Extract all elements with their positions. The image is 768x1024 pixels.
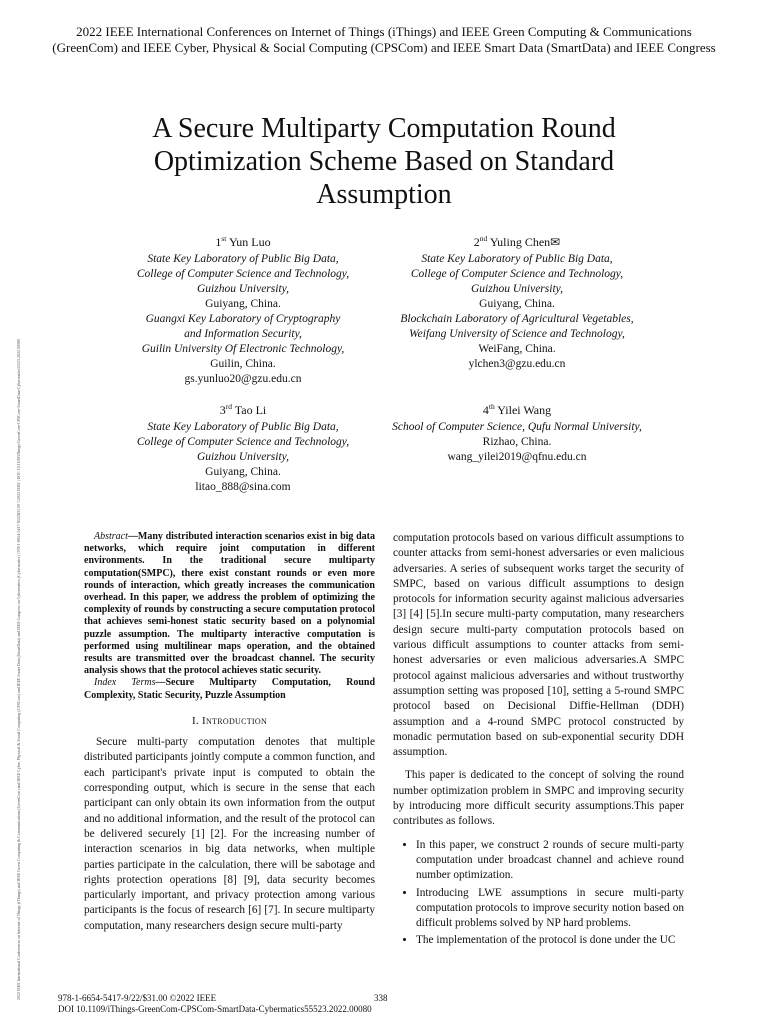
affiliation-line: School of Computer Science, Qufu Normal University, (392, 421, 642, 433)
author-email: litao_888@sina.com (195, 481, 291, 493)
section-title: Introduction (202, 714, 268, 727)
intro-paragraph-2: This paper is dedicated to the concept of solving the round number optimization problem in SMPC and improving security by introducing more difficult security assumptions.This paper contributes as follows. (393, 769, 684, 828)
page-number: 338 (374, 993, 388, 1003)
affiliation-line: Weifang University of Science and Technology, (409, 328, 625, 340)
affiliation-city: Rizhao, China. (482, 436, 552, 448)
affiliation-city: WeiFang, China. (478, 343, 556, 355)
affiliation-line: College of Computer Science and Technology, (410, 268, 624, 280)
footer-info (58, 993, 372, 1015)
list-item: • In this paper, we construct 2 rounds of secure multi-party computation under broadcast channel and achieve round number optimization. (416, 838, 684, 884)
title-line-2: Optimization Scheme Based on Standard (153, 146, 615, 177)
index-terms (84, 677, 375, 701)
left-column (84, 531, 375, 934)
author-name (362, 399, 672, 418)
title-line-1: A Secure Multiparty Computation Round (152, 113, 616, 144)
author-name (84, 231, 402, 250)
footer-isbn: 978-1-6654-5417-9/22/$31.00 ©2022 IEEE (58, 993, 217, 1003)
right-column (393, 531, 684, 951)
envelope-icon: ✉ (550, 235, 561, 249)
author-block (84, 399, 402, 495)
footer-doi: DOI 10.1109/iThings-GreenCom-CPSCom-SmartData-Cybermatics55523.2022.00080 (58, 1004, 372, 1014)
author-block (362, 399, 672, 465)
affiliation-line: State Key Laboratory of Public Big Data, (147, 253, 339, 265)
affiliation-line: Guangxi Key Laboratory of Cryptography (145, 313, 341, 325)
affiliation-line: Guilin University Of Electronic Technology, (141, 343, 345, 355)
paper-title (84, 112, 684, 211)
conference-header-line-1: 2022 IEEE International Conferences on Internet of Things (iThings) and IEEE Green Computing & Communications (76, 24, 692, 39)
author-name-text: Yilei Wang (497, 403, 552, 417)
list-item: • Introducing LWE assumptions in secure multi-party computation protocols to improve security notion based on difficult problems solved by NP hard problems. (416, 886, 684, 932)
author-email: wang_yilei2019@qfnu.edu.cn (447, 451, 587, 463)
list-item: • The implementation of the protocol is done under the UC (416, 933, 684, 948)
affiliation-line: State Key Laboratory of Public Big Data, (421, 253, 613, 265)
abstract (84, 531, 375, 677)
affiliation-city: Guiyang, China. (479, 298, 555, 310)
abstract-text: —Many distributed interaction scenarios exist in big data networks, which require joint computation in different environments. In the traditional secure multiparty computation(SMPC), there exist constant rounds or even more rounds of interaction, which greatly increases the communication overhead. In this paper, we address the problem of optimizing the complexity of rounds by constructing a secure computation protocol that achieves semi-honest static security based on a polynomial puzzle assumption. The multiparty interactive computation is performed using multilinear maps operation, and the obtained results are transmitted over the broadcast channel. The security analysis shows that the protocol achieves static security. (84, 531, 375, 677)
affiliation-city: Guiyang, China. (205, 466, 281, 478)
section-heading (84, 714, 375, 729)
affiliation-line: Blockchain Laboratory of Agricultural Vegetables, (400, 313, 634, 325)
title-line-3: Assumption (316, 179, 452, 210)
author-name-text: Yun Luo (228, 235, 271, 249)
affiliation-line: Guizhou University, (197, 451, 289, 463)
index-terms-lead: Index Terms (94, 677, 156, 689)
author-ordinal-suffix: rd (225, 402, 232, 411)
contribution-list (393, 838, 684, 949)
conference-header-line-2: (GreenCom) and IEEE Cyber, Physical & Social Computing (CPSCom) and IEEE Smart Data (SmartData) and IEEE Congress (52, 39, 716, 55)
affiliation-line: College of Computer Science and Technology, (136, 268, 350, 280)
author-name-text: Yuling Chen (489, 235, 551, 249)
author-block (362, 231, 672, 372)
author-ordinal: 2 (473, 235, 480, 249)
affiliation-line: Guizhou University, (197, 283, 289, 295)
index-terms-text: —Secure Multiparty Computation, Round Complexity, Static Security, Puzzle Assumption (84, 677, 376, 701)
author-ordinal: 3 (219, 403, 226, 417)
author-ordinal: 1 (215, 235, 222, 249)
author-ordinal-suffix: th (488, 402, 495, 411)
side-identifier-strip: 2022 IEEE International Conferences on Internet of Things (iThings) and IEEE Green Computing & Communications (GreenCom) and IEEE Cyber, Physical & Social Computing (CPSCom) and IEEE Smart Data (SmartData) and IEEE Congress on Cybermatics (Cybermatics) | 978-1-6654-5417-9/22/$31.00 ©2022 IEEE | DOI: 10.1109/iThings-GreenCom-CPSCom-SmartData-Cybermatics55523.2022.00080 (16, 338, 21, 1000)
intro-paragraph-1: Secure multi-party computation denotes that multiple distributed participants jointly compute a common function, and each participant's private input is computed to obtain the corresponding output, which is secure in the sense that each participant can only obtain its own information from the output and no additional information, and the result of the protocol can be delivered securely [1] [2]. For the increasing number of interaction scenarios in big data networks, when multiple parties participate in the calculation, there will be sabotage and rights protection operations [8] [9], data security becomes particularly important, and privacy protection among various participants is the focus of research [6] [7]. In secure multiparty computation, many researchers design secure multi-party (84, 736, 375, 932)
author-ordinal: 4 (482, 403, 489, 417)
conference-header (40, 24, 728, 55)
author-block (84, 231, 402, 387)
affiliation-line: and Information Security, (184, 328, 302, 340)
affiliation-line: State Key Laboratory of Public Big Data, (147, 421, 339, 433)
author-email: gs.yunluo20@gzu.edu.cn (184, 373, 302, 385)
affiliation-line: Guizhou University, (471, 283, 563, 295)
author-ordinal-suffix: nd (479, 234, 488, 243)
author-name (362, 231, 672, 250)
author-ordinal-suffix: st (221, 234, 227, 243)
affiliation-city: Guiyang, China. (205, 298, 281, 310)
author-name (84, 399, 402, 418)
affiliation-city: Guilin, China. (210, 358, 276, 370)
author-name-text: Tao Li (234, 403, 267, 417)
author-email: ylchen3@gzu.edu.cn (468, 358, 566, 370)
intro-paragraph-1-continued: computation protocols based on various difficult assumptions to counter attacks from semi-honest adversaries or even malicious adversaries. A series of subsequent works target the security of SMPC, based on various difficult assumptions to design protocols for information security against malicious adversaries [3] [4] [5].In secure multi-party computation, many researchers design secure multi-party computation protocols based on various difficult assumptions to counter attacks from semi-honest adversaries or even malicious adversaries.A SMPC protocol against malicious adversaries and without trustworthy assumption setting was proposed [10], setting a 5-round SMPC protocol based on Decisional Diffie-Hellman (DDH) assumption and a 4-round SMPC protocol constructed by monadic permutation based on sub-exponential security DDH assumption. (393, 532, 684, 759)
section-numeral: I. (191, 714, 199, 727)
affiliation-line: College of Computer Science and Technology, (136, 436, 350, 448)
abstract-lead: Abstract (94, 531, 128, 542)
